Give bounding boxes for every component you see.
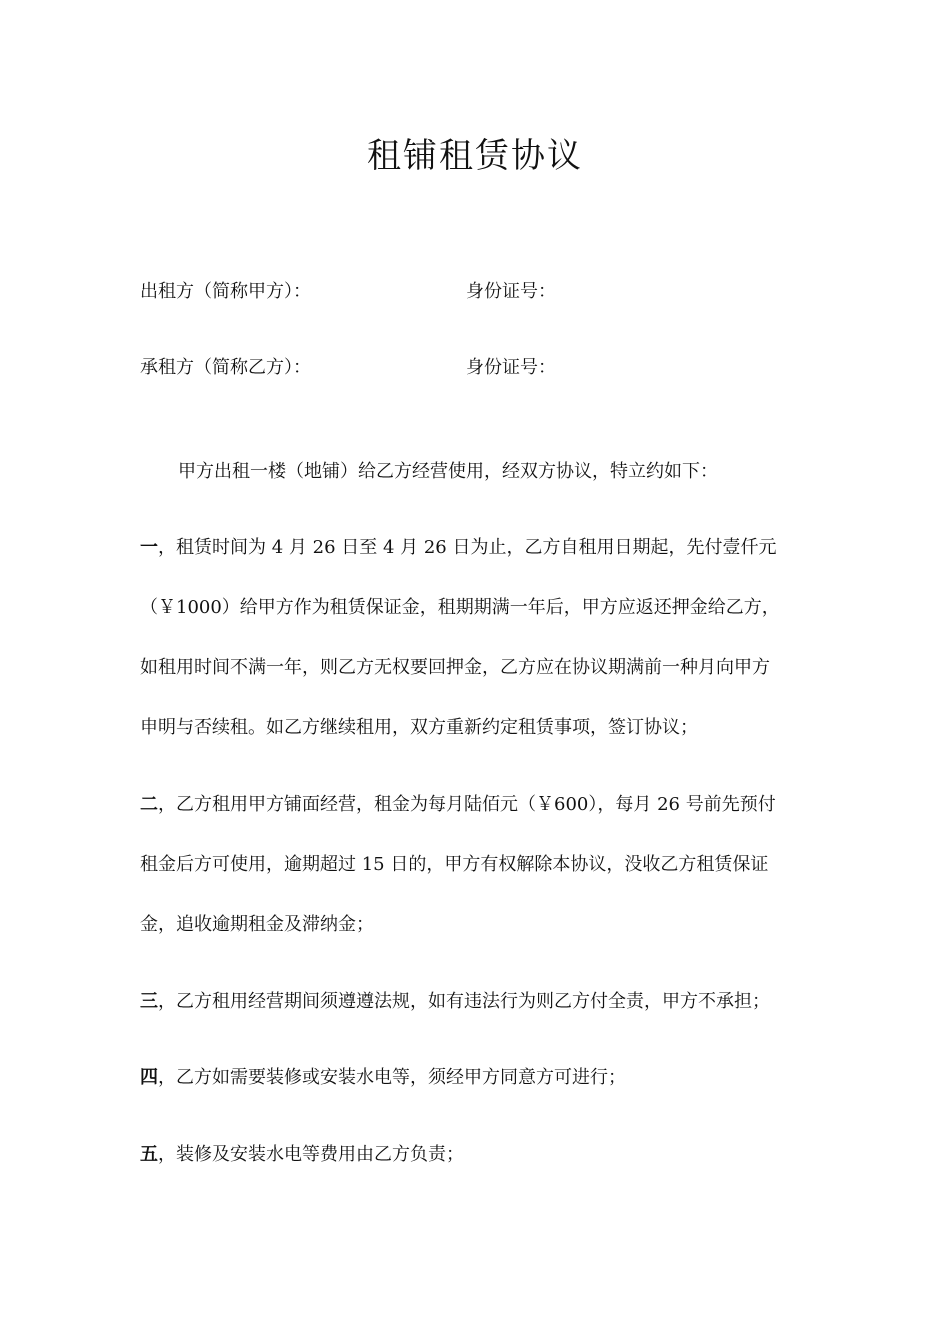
- lessee-id-label: 身份证号：: [466, 357, 556, 378]
- clause-5-line-1: [140, 1140, 464, 1166]
- clause-1-line-2: （￥1000）给甲方作为租赁保证金，租期期满一年后，甲方应返还押金给乙方，: [140, 597, 780, 618]
- clause-1-line-1: [140, 533, 776, 559]
- clause-1-line-3: 如租用时间不满一年，则乙方无权要回押金，乙方应在协议期满前一种月向甲方: [140, 657, 770, 678]
- clause-2-line-3: 金，追收逾期租金及滞纳金；: [140, 914, 374, 935]
- lessee-row: [140, 353, 556, 379]
- clause-text: ，乙方租用甲方铺面经营，租金为每月陆佰元（￥600），每月 26 号前先预付: [158, 794, 776, 815]
- clause-4-line-1: [140, 1063, 626, 1089]
- clause-text: ，租赁时间为 4 月 26 日至 4 月 26 日为止，乙方自租用日期起，先付壹仟元: [158, 537, 777, 558]
- clause-2-line-2: 租金后方可使用，逾期超过 15 日的，甲方有权解除本协议，没收乙方租赁保证: [140, 854, 769, 875]
- clause-number: 三: [140, 991, 158, 1012]
- clause-number: 四: [140, 1067, 158, 1088]
- clause-number: 一: [140, 537, 158, 558]
- lessor-label: 出租方（简称甲方）：: [140, 281, 311, 302]
- clause-3-line-1: [140, 987, 770, 1013]
- clause-text: ，装修及安装水电等费用由乙方负责；: [158, 1144, 464, 1165]
- clause-text: ，乙方如需要装修或安装水电等，须经甲方同意方可进行；: [158, 1067, 626, 1088]
- clause-1-line-4: 申明与否续租。如乙方继续租用，双方重新约定租赁事项，签订协议；: [140, 717, 698, 738]
- clause-2-line-1: [140, 790, 776, 816]
- intro-paragraph: 甲方出租一楼（地铺）给乙方经营使用，经双方协议，特立约如下：: [178, 461, 718, 482]
- lessor-row: [140, 277, 556, 303]
- lessee-label: 承租方（简称乙方）：: [140, 357, 311, 378]
- clause-number: 五: [140, 1144, 158, 1165]
- clause-number: 二: [140, 794, 158, 815]
- lessor-id-label: 身份证号：: [466, 281, 556, 302]
- clause-text: ，乙方租用经营期间须遵遵法规，如有违法行为则乙方付全责，甲方不承担；: [158, 991, 770, 1012]
- page-title: 租铺租赁协议: [367, 136, 583, 176]
